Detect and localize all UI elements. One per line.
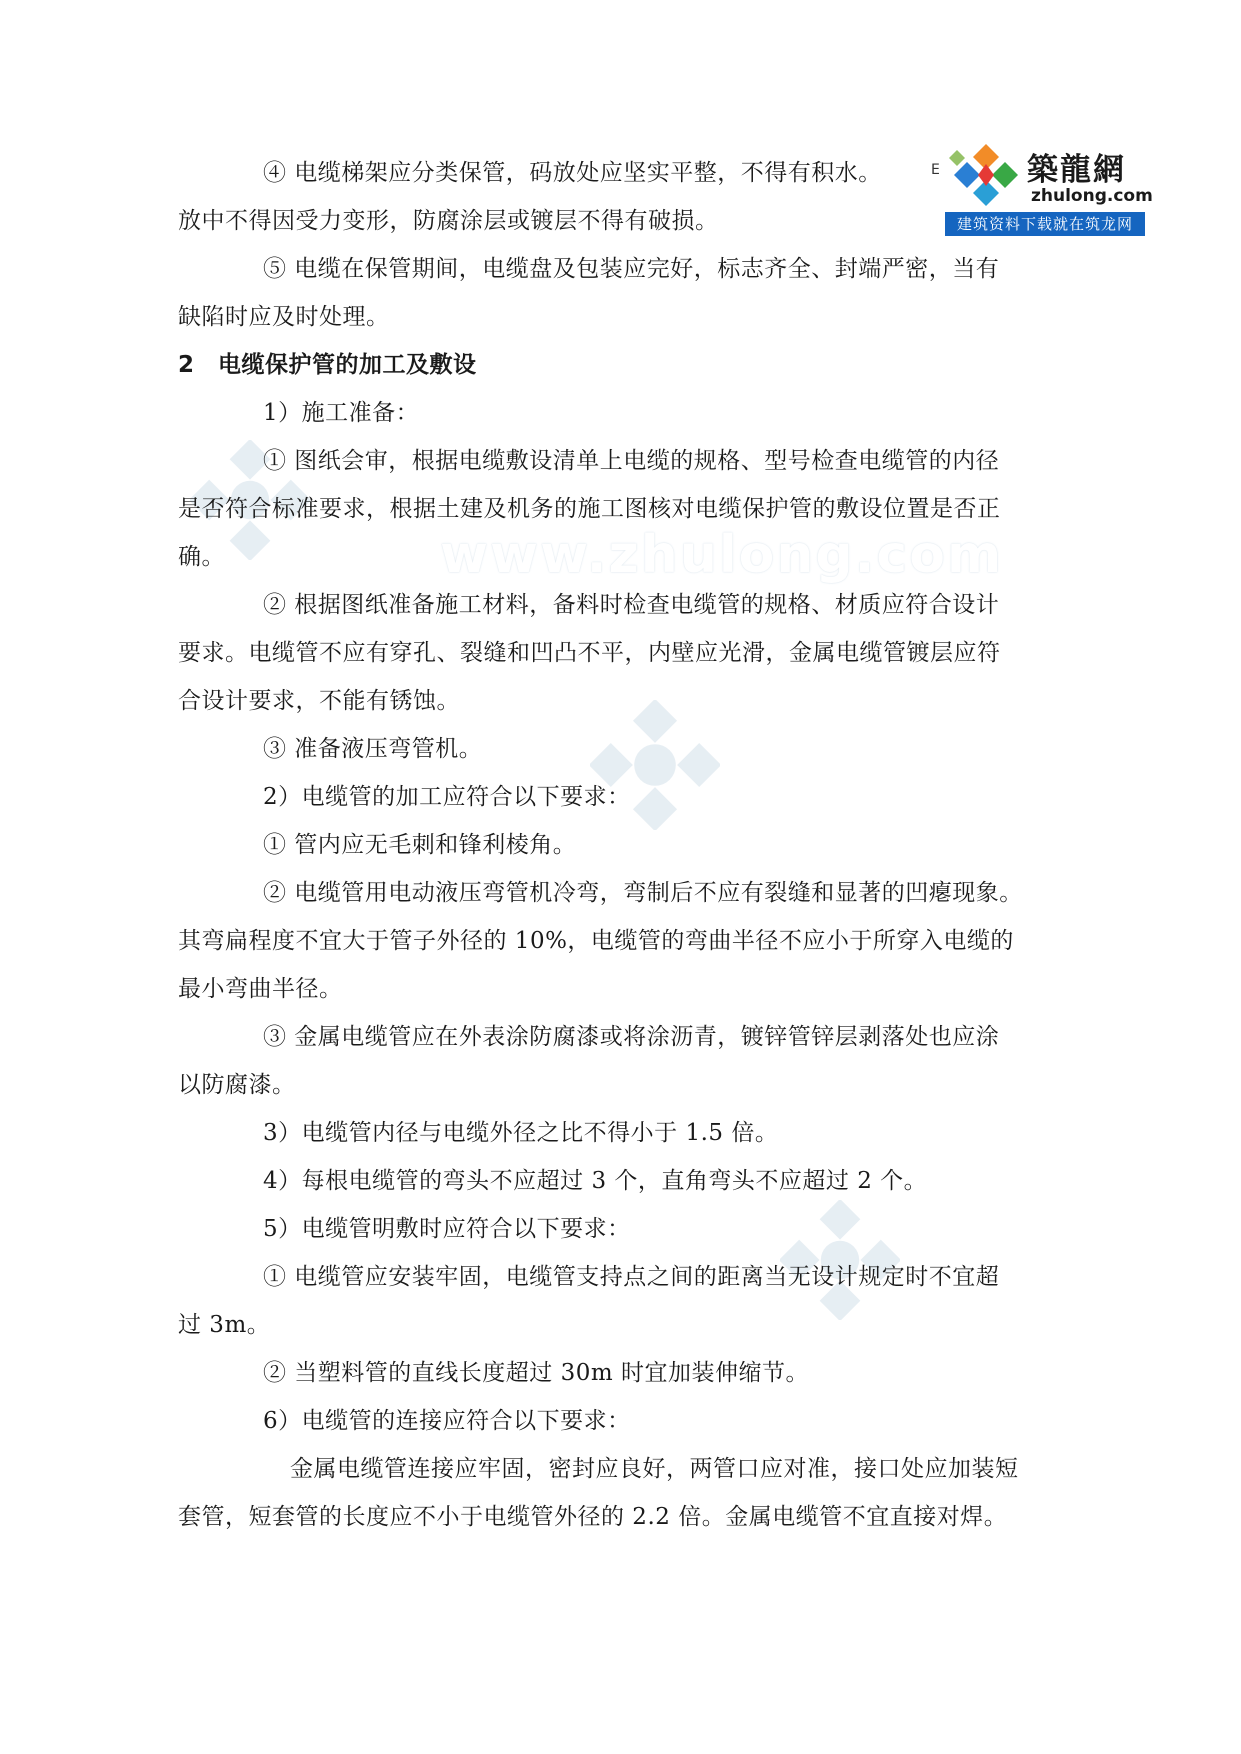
stray-character: E xyxy=(931,162,940,178)
paragraph-line: ① 电缆管应安装牢固，电缆管支持点之间的距离当无设计规定时不宜超 xyxy=(263,1264,1000,1290)
paragraph-line: 放中不得因受力变形，防腐涂层或镀层不得有破损。 xyxy=(178,208,719,234)
paragraph-line: 最小弯曲半径。 xyxy=(178,976,343,1002)
paragraph-line: 过 3m。 xyxy=(178,1312,271,1338)
paragraph-line: 1）施工准备： xyxy=(263,400,420,426)
paragraph-line: 3）电缆管内径与电缆外径之比不得小于 1.5 倍。 xyxy=(263,1120,779,1146)
paragraph-line: ② 电缆管用电动液压弯管机冷弯，弯制后不应有裂缝和显著的凹瘪现象。 xyxy=(263,880,1023,906)
paragraph-line: 6）电缆管的连接应符合以下要求： xyxy=(263,1408,631,1434)
paragraph-line: 4）每根电缆管的弯头不应超过 3 个，直角弯头不应超过 2 个。 xyxy=(263,1168,928,1194)
paragraph-line: ⑤ 电缆在保管期间，电缆盘及包装应完好，标志齐全、封端严密，当有 xyxy=(263,256,1000,282)
paragraph-line: 是否符合标准要求，根据土建及机务的施工图核对电缆保护管的敷设位置是否正 xyxy=(178,496,1001,522)
section-heading: 2 电缆保护管的加工及敷设 xyxy=(178,352,477,378)
paragraph-line: 缺陷时应及时处理。 xyxy=(178,304,390,330)
watermark-text: www.zhulong.com xyxy=(440,525,1004,585)
paragraph-line: 以防腐漆。 xyxy=(178,1072,296,1098)
paragraph-line: ① 管内应无毛刺和锋利棱角。 xyxy=(263,832,577,858)
paragraph-line: 2）电缆管的加工应符合以下要求： xyxy=(263,784,631,810)
paragraph-line: ② 当塑料管的直线长度超过 30m 时宜加装伸缩节。 xyxy=(263,1360,810,1386)
paragraph-line: 要求。电缆管不应有穿孔、裂缝和凹凸不平，内壁应光滑，金属电缆管镀层应符 xyxy=(178,640,1001,666)
paragraph-line: ③ 金属电缆管应在外表涂防腐漆或将涂沥青，镀锌管锌层剥落处也应涂 xyxy=(263,1024,1000,1050)
logo-domain: zhulong.com xyxy=(1031,186,1153,206)
paragraph-line: ② 根据图纸准备施工材料，备料时检查电缆管的规格、材质应符合设计 xyxy=(263,592,1000,618)
paragraph-line: ① 图纸会审，根据电缆敷设清单上电缆的规格、型号检查电缆管的内径 xyxy=(263,448,1000,474)
logo-slogan-banner: 建筑资料下载就在筑龙网 xyxy=(945,212,1145,236)
paragraph-line: 5）电缆管明敷时应符合以下要求： xyxy=(263,1216,631,1242)
paragraph-line: 套管，短套管的长度应不小于电缆管外径的 2.2 倍。金属电缆管不宜直接对焊。 xyxy=(178,1504,1008,1530)
paragraph-line: 确。 xyxy=(178,544,225,570)
paragraph-line: ④ 电缆梯架应分类保管，码放处应坚实平整，不得有积水。 xyxy=(263,160,882,186)
paragraph-line: 金属电缆管连接应牢固，密封应良好，两管口应对准，接口处应加装短 xyxy=(290,1456,1019,1482)
paragraph-line: 其弯扁程度不宜大于管子外径的 10%，电缆管的弯曲半径不应小于所穿入电缆的 xyxy=(178,928,1014,954)
paragraph-line: 合设计要求，不能有锈蚀。 xyxy=(178,688,460,714)
paragraph-line: ③ 准备液压弯管机。 xyxy=(263,736,483,762)
logo-chinese-name: 築龍網 xyxy=(1027,152,1126,188)
